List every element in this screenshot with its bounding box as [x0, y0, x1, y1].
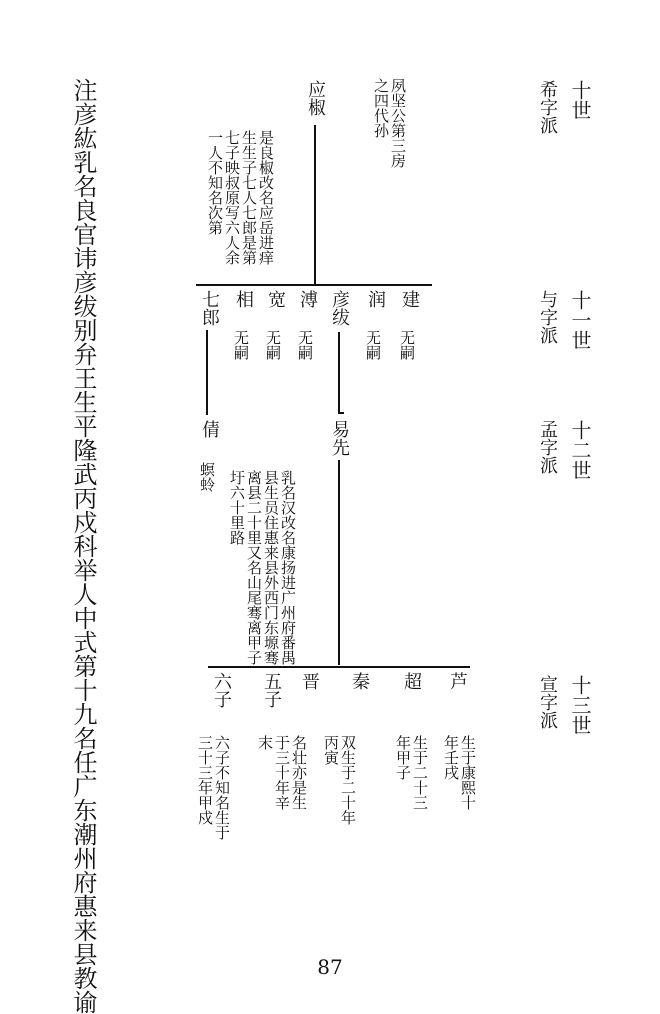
sibling-bracket	[196, 284, 432, 286]
person-note: 螟蛉	[198, 462, 216, 492]
connector-line	[338, 460, 340, 665]
person-note: 无嗣	[398, 330, 416, 360]
ancestor-name: 应椒	[305, 80, 326, 116]
person-name: 五子	[261, 672, 282, 708]
person-name: 溥	[297, 290, 318, 308]
person-name: 六子	[211, 672, 232, 708]
person-name: 宽	[265, 290, 286, 308]
person-note: 名壮亦是生于三十年辛末	[256, 735, 308, 810]
person-name: 相	[233, 290, 254, 308]
generation-pai: 希字派	[537, 80, 558, 134]
connector-tick	[338, 412, 344, 414]
person-name: 晋	[299, 672, 320, 690]
sibling-bracket	[208, 666, 470, 668]
lineage-note: 夙坚公第三房之四代孙	[372, 78, 407, 168]
person-note: 六子不知名生于三十三年甲戍	[196, 735, 231, 840]
generation-pai: 与字派	[537, 290, 558, 344]
generation-label: 十三世	[568, 675, 592, 735]
person-note: 乳名汉改名康扬进广州府番禺县生员住惠来县外西门东塬骞离县二十里又名山尾骞离甲子圩六十里路	[228, 470, 297, 665]
page-number: 87	[317, 955, 343, 979]
person-name: 建	[399, 290, 420, 308]
person-note: 无嗣	[364, 330, 382, 360]
ancestor-note: 是良椒改名应岳进痒生生子七人七郎是第七子映叔原写六人余一人不知名次第	[206, 130, 275, 265]
person-note: 无嗣	[232, 330, 250, 360]
person-name: 倩	[199, 420, 220, 438]
connector-line	[338, 332, 340, 412]
person-name: 润	[365, 290, 386, 308]
connector-line	[314, 125, 316, 285]
person-name: 秦	[349, 672, 370, 690]
connector-line	[206, 330, 208, 415]
person-name: 七郎	[199, 290, 220, 326]
person-note: 生于二十三年甲子	[394, 735, 429, 810]
generation-label: 十世	[568, 80, 592, 120]
person-note: 无嗣	[264, 330, 282, 360]
generation-label: 十一世	[568, 290, 592, 350]
generation-pai: 孟字派	[537, 420, 558, 474]
person-name: 彦绂	[329, 290, 350, 326]
person-name: 芦	[447, 672, 468, 690]
person-note: 无嗣	[296, 330, 314, 360]
side-annotation: 注彦紘乳名良官讳彦绂别弁王生平隆武丙戍科举人中式第十九名任广东潮州府惠来县教谕	[69, 78, 97, 1014]
generation-pai: 宣字派	[537, 675, 558, 729]
person-name: 易先	[329, 420, 350, 456]
person-name: 超	[401, 672, 422, 690]
person-note: 生于康熙十年壬戌	[442, 735, 477, 810]
person-note: 双生于二十年丙寅	[322, 735, 357, 825]
generation-label: 十二世	[568, 420, 592, 480]
